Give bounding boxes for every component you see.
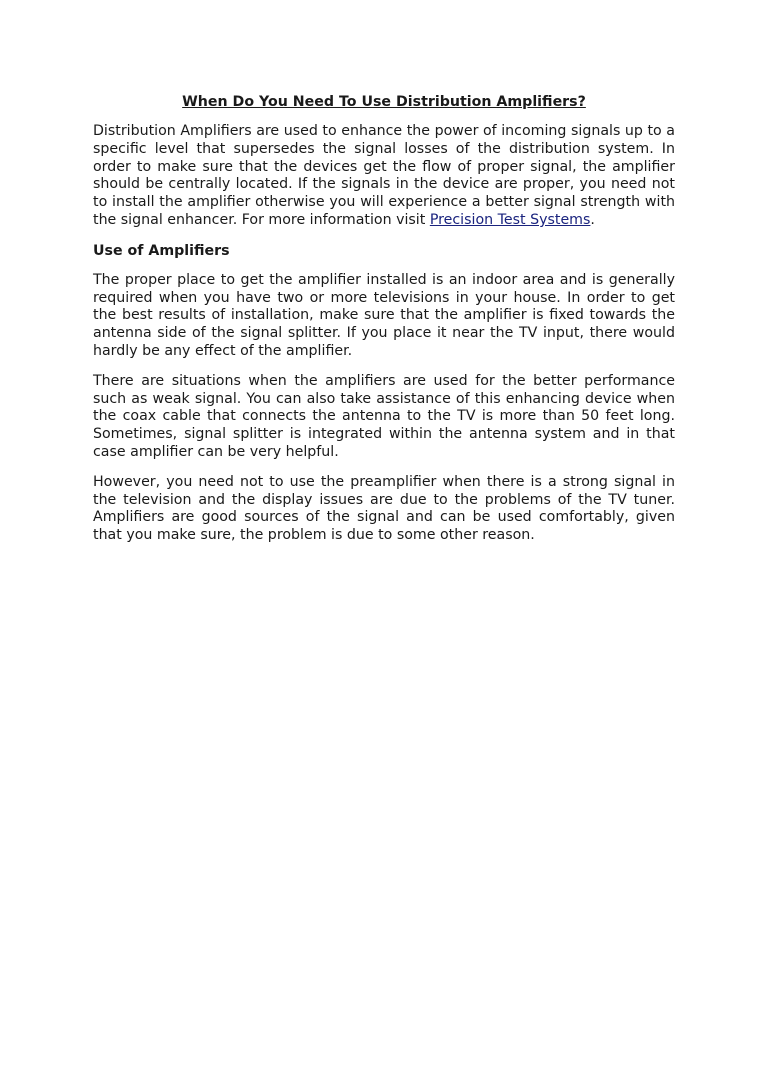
- body-paragraph: The proper place to get the amplifier installed is an indoor area and is generally required when you have two or more televisions in your house. In order to get the best results of installation, make sure that the amplifier is fixed towards the antenna side of the signal splitter. If you place it near the TV input, there would hardly be any effect of the amplifier.: [93, 271, 675, 359]
- document-page: [93, 93, 675, 557]
- document-title: When Do You Need To Use Distribution Amplifiers?: [182, 94, 586, 110]
- intro-paragraph: [93, 123, 675, 230]
- intro-text: Distribution Amplifiers are used to enhance the power of incoming signals up to a specific level that supersedes the signal losses of the distribution system. In order to make sure that the devices get the flow of proper signal, the amplifier should be centrally located. If the signals in the device are proper, you need not to install the amplifier otherwise you will experience a better signal strength with the signal enhancer. For more information visit: [93, 123, 675, 228]
- body-paragraph: There are situations when the amplifiers are used for the better performance such as weak signal. You can also take assistance of this enhancing device when the coax cable that connects the antenna to the TV is more than 50 feet long. Sometimes, signal splitter is integrated within the antenna system and in that case amplifier can be very helpful.: [93, 372, 675, 460]
- body-paragraph: However, you need not to use the preamplifier when there is a strong signal in the television and the display issues are due to the problems of the TV tuner. Amplifiers are good sources of the signal and can be used comfortably, given that you make sure, the problem is due to some other reason.: [93, 473, 675, 544]
- precision-test-systems-link[interactable]: Precision Test Systems: [429, 211, 591, 228]
- section-heading: Use of Amplifiers: [93, 242, 230, 259]
- intro-text-end: .: [590, 211, 595, 228]
